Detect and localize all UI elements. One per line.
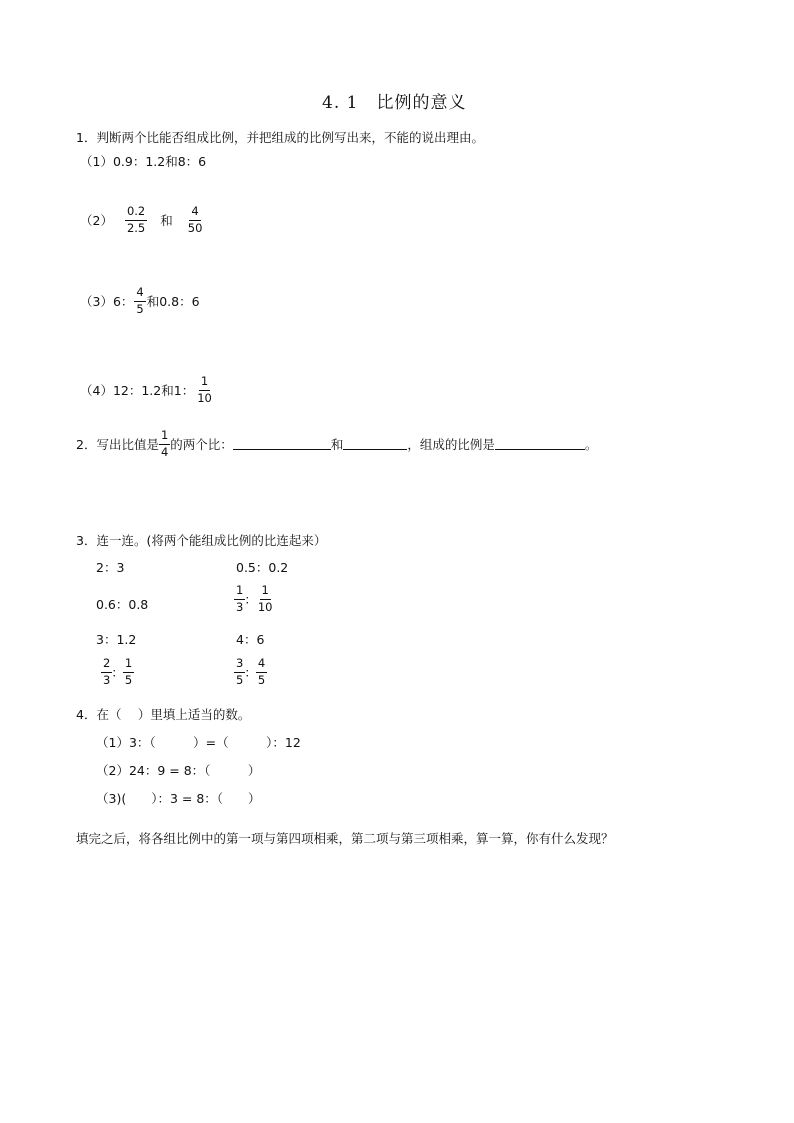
numerator: 1 [199, 376, 210, 391]
denominator: 2.5 [126, 220, 146, 235]
numerator: 1 [123, 658, 134, 673]
denominator: 5 [236, 672, 244, 687]
fraction [256, 658, 267, 686]
numerator: 1 [159, 430, 170, 445]
question-4-part-1[interactable]: （1）3：（ ）=（ ）：12 [96, 735, 301, 750]
denominator: 5 [136, 301, 144, 316]
fraction [195, 376, 214, 404]
numerator: 4 [189, 206, 200, 221]
question-2 [76, 430, 597, 458]
question-2-mid: 的两个比： [170, 437, 233, 452]
fraction [186, 206, 205, 234]
right-ratio-4[interactable] [233, 658, 268, 686]
question-4-part-2[interactable]: （2）24：9 = 8：（ ） [96, 763, 261, 778]
left-ratio-2[interactable]: 0.6：0.8 [96, 597, 149, 612]
right-ratio-3[interactable]: 4：6 [236, 632, 265, 647]
denominator: 3 [103, 672, 111, 687]
denominator: 10 [197, 390, 212, 405]
and-text: 和 [330, 437, 344, 452]
numerator: 1 [234, 585, 245, 600]
denominator: 10 [257, 599, 273, 614]
fraction [123, 658, 134, 686]
denominator: 5 [124, 672, 133, 687]
numerator: 0.2 [125, 206, 147, 221]
denominator: 4 [160, 444, 169, 459]
answer-blank-2[interactable] [343, 438, 407, 450]
right-ratio-1[interactable]: 0.5：0.2 [236, 560, 289, 575]
question-1-prompt: 1．判断两个比能否组成比例，并把组成的比例写出来，不能的说出理由。 [76, 130, 484, 145]
colon: ： [111, 665, 124, 680]
question-3-prompt: 3．连一连。(将两个能组成比例的比连起来） [76, 533, 327, 548]
fraction [125, 206, 147, 234]
part-3-label: （3）6： [80, 294, 134, 309]
fraction [256, 585, 275, 613]
colon: ： [244, 665, 257, 680]
part-4-label: （4）12：1.2和1： [80, 383, 195, 398]
denominator: 3 [236, 599, 244, 614]
numerator: 3 [234, 658, 245, 673]
denominator: 5 [257, 672, 266, 687]
part-3-tail: 和0.8：6 [146, 294, 200, 309]
question-2-prefix: 2．写出比值是 [76, 437, 159, 452]
question-4-prompt: 4．在（ ）里填上适当的数。 [76, 707, 251, 722]
part-2-label: （2） [80, 213, 113, 228]
question-4-part-3[interactable]: （3)( ）：3 = 8：（ ） [96, 791, 261, 806]
numerator: 4 [256, 658, 267, 673]
question-1-part-4 [80, 376, 215, 404]
question-4-followup: 填完之后，将各组比例中的第一项与第四项相乘，第二项与第三项相乘，算一算，你有什么发现？ [76, 831, 614, 846]
colon: ： [244, 592, 257, 607]
fraction [159, 430, 170, 458]
right-ratio-2[interactable] [233, 585, 275, 613]
left-ratio-3[interactable]: 3：1.2 [96, 632, 137, 647]
numerator: 2 [101, 658, 112, 673]
answer-blank-1[interactable] [233, 438, 331, 450]
fraction [134, 287, 145, 315]
question-1-part-3 [80, 287, 200, 315]
and-text: 和 [160, 213, 173, 228]
question-2-mid2: ，组成的比例是 [407, 437, 495, 452]
left-ratio-4[interactable] [100, 658, 135, 686]
question-1-part-1: （1）0.9：1.2和8：6 [80, 154, 207, 169]
left-ratio-1[interactable]: 2：3 [96, 560, 125, 575]
numerator: 4 [134, 287, 145, 302]
answer-blank-3[interactable] [495, 438, 585, 450]
denominator: 50 [187, 220, 203, 235]
numerator: 1 [260, 585, 271, 600]
page-title: 4. 1 比例的意义 [322, 93, 467, 113]
question-2-end: 。 [584, 437, 598, 452]
question-1-part-2 [80, 206, 205, 234]
